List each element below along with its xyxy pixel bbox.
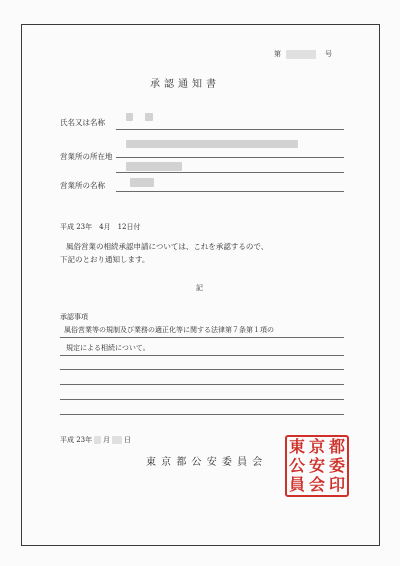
redacted-name-2 [145,113,153,121]
footer-date-year: 平成 23年 [60,436,93,444]
matters-line-6 [60,414,344,415]
body-text-line1: 風俗営業の相続承認申請については、これを承認するので、 [66,242,269,251]
redacted-day [112,436,122,444]
seal-char: 公 [288,455,305,475]
seal-char: 印 [328,475,345,495]
redacted-business-name [130,178,154,187]
official-seal [285,435,349,497]
name-underline [116,129,344,130]
seal-char: 安 [308,455,325,475]
redacted-month [94,436,101,444]
matters-line-2 [60,355,344,356]
name-label: 氏名又は名称 [60,118,105,127]
matters-line-4 [60,384,344,385]
redacted-name-1 [126,113,133,121]
redacted-address-2 [126,162,182,171]
seal-char: 東 [288,436,305,456]
ki-heading: 記 [196,284,203,292]
address-label: 営業所の所在地 [60,152,113,161]
redacted-number [286,50,316,59]
footer-date-month: 月 [103,436,110,444]
matters-text-line1: 風俗営業等の規制及び業務の適正化等に関する法律第７条第１項の [64,326,274,334]
address-underline-2 [116,172,344,173]
number-prefix: 第 [274,50,281,58]
address-underline [116,157,344,158]
matters-line-3 [60,369,344,370]
matters-text-line2: 規定による相続について。 [66,344,150,352]
approval-date: 平成 23年 4月 12日付 [60,223,141,231]
matters-line-1 [60,337,344,338]
business-name-label: 営業所の名称 [60,181,105,190]
seal-char: 京 [308,436,325,456]
body-text-line2: 下記のとおり通知します。 [60,255,150,264]
matters-line-5 [60,399,344,400]
seal-char: 委 [328,455,345,475]
issuer-name: 東 京 都 公 安 委 員 会 [146,457,264,468]
seal-char: 員 [288,475,305,495]
redacted-address-1 [126,140,298,148]
matters-label: 承認事項 [60,313,88,321]
document-title: 承認通知書 [150,79,220,90]
business-name-underline [116,191,344,192]
seal-char: 都 [328,436,345,456]
seal-char: 会 [308,475,325,495]
footer-date-day: 日 [124,436,131,444]
number-suffix: 号 [325,50,332,58]
